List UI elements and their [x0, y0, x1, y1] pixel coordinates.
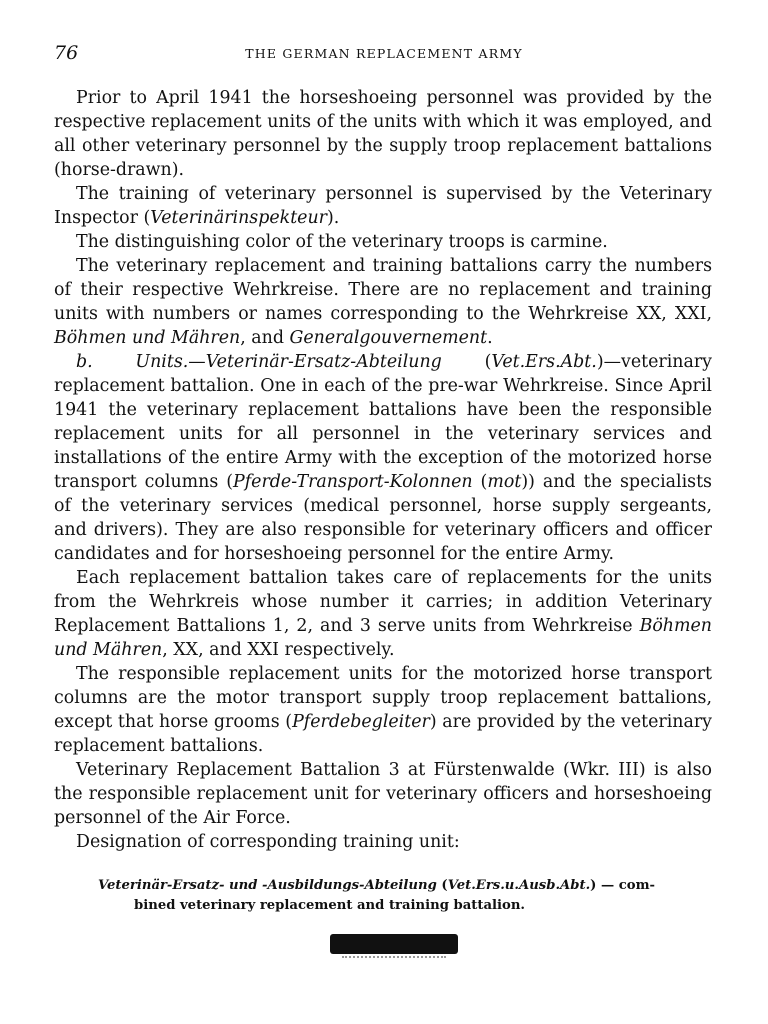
term-veterinarinspekteur: Veterinärinspekteur: [150, 208, 327, 228]
page-header: [44, 42, 724, 64]
paragraph-each-battalion: Each replacement battalion takes care of replacements for the units from the Wehrkreis whose number it carries; in addition Veterinary Replacement Battalions 1, 2, and 3 serve units from Wehrkreise Böhmen und Mähren, XX, and XXI respectively.: [54, 568, 712, 660]
paragraph-horseshoeing: Prior to April 1941 the horseshoeing personnel was provided by the respective replacement units of the units with which it was employed, and all other veterinary personnel by the supply troop replacement battalions (horse-drawn).: [54, 88, 712, 180]
paragraph-motorized: The responsible replacement units for the motorized horse transport columns are the motor transport supply troop replacement battalions, except that horse grooms (Pferdebegleiter) are provided by the veterinary replacement battalions.: [54, 664, 712, 756]
body-text: [54, 86, 712, 854]
running-head: THE GERMAN REPLACEMENT ARMY: [245, 46, 523, 61]
redaction-stamp: [330, 934, 458, 954]
stamp-dots: [342, 956, 446, 961]
paragraph-numbers: The veterinary replacement and training battalions carry the numbers of their respective Wehrkreise. There are no replacement and training units with numbers or names corresponding to the Wehrkreise XX, XXI, Böhmen und Mähren, and Generalgouvernement.: [54, 256, 712, 348]
designation-note: Veterinär-Ersatz- und -Ausbildungs-Abteilung (Vet.Ers.u.Ausb.Abt.) — com- bined veterinary replacement and training battalion.: [98, 876, 712, 916]
page-number: 76: [54, 42, 79, 64]
paragraph-units: b. Units.—Veterinär-Ersatz-Abteilung (Vet.Ers.Abt.)—veterinary replacement battalion. One in each of the pre-war Wehrkreise. Since April 1941 the veterinary replacement battalions have been the responsible replacement units for all personnel in the veterinary services and installations of the entire Army with the exception of the motorized horse transport columns (Pferde-Transport-Kolonnen (mot)) and the specialists of the veterinary services (medical personnel, horse supply sergeants, and drivers). They are also responsible for veterinary officers and officer candidates and for horseshoeing personnel for the entire Army.: [54, 352, 712, 564]
paragraph-air-force: Veterinary Replacement Battalion 3 at Fürstenwalde (Wkr. III) is also the responsible replacement unit for veterinary officers and horseshoeing personnel of the Air Force.: [54, 760, 712, 828]
paragraph-training: The training of veterinary personnel is supervised by the Veterinary Inspector (Veterinärinspekteur).: [54, 184, 712, 228]
paragraph-designation: Designation of corresponding training unit:: [76, 832, 460, 852]
section-heading-units: b. Units.: [76, 352, 189, 372]
paragraph-color: The distinguishing color of the veterinary troops is carmine.: [76, 232, 608, 252]
designation-note-continuation: bined veterinary replacement and training battalion.: [134, 898, 526, 913]
